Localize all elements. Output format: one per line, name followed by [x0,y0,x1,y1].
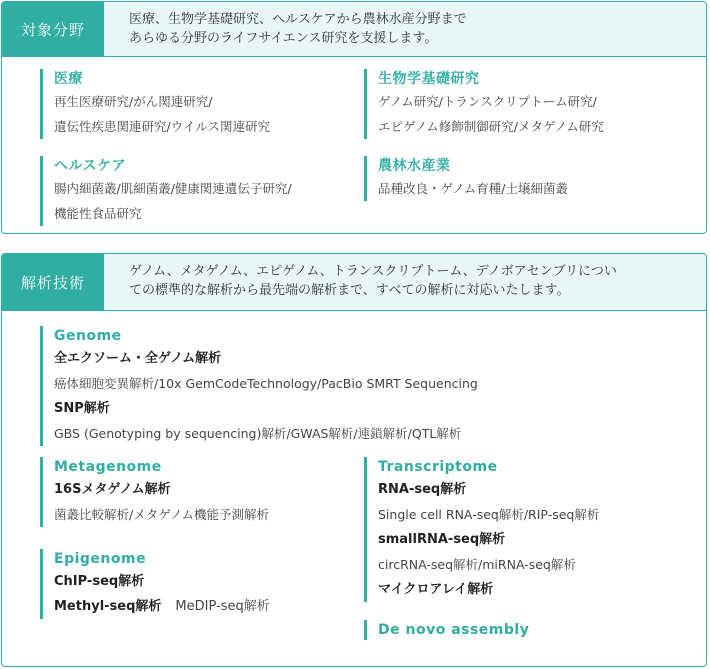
category-healthcare [40,156,292,226]
analysis-heading: RNA-seq解析 [378,482,467,497]
analysis-header [2,254,706,311]
section-metagenome [40,457,269,527]
category-medical [40,69,270,139]
analysis-description: ゲノム、メタゲノム、エピゲノム、トランスクリプトーム、デノボアセンブリについ ての標準的な解析から最先端の解析まで、すべての解析に対応いたします。 [129,264,617,298]
analysis-heading: smallRNA-seq解析 [378,532,506,547]
analysis-inline-item: MeDIP-seq解析 [175,599,270,614]
target-fields-header [2,2,706,57]
section-epigenome [40,549,270,619]
analysis-line: circRNA-seq解析/miRNA-seq解析 [378,557,576,572]
category-line: 再生医療研究/がん関連研究/ [54,94,213,109]
analysis-panel [1,253,707,667]
analysis-heading: SNP解析 [54,401,110,416]
analysis-heading: Methyl-seq解析 MeDIP-seq解析 [54,599,270,614]
category-line: 機能性食品研究 [54,206,142,221]
analysis-heading: 16Sメタゲノム解析 [54,482,171,497]
category-line: ゲノム研究/トランスクリプトーム研究/ [378,94,597,109]
section-genome [40,326,478,446]
category-title: 医療 [54,71,83,87]
analysis-line: Single cell RNA-seq解析/RIP-seq解析 [378,507,600,522]
section-title: De novo assembly [378,622,530,638]
section-title: Metagenome [54,459,162,475]
analysis-line: GBS (Genotyping by sequencing)解析/GWAS解析/連鎖解析/QTL解析 [54,426,462,441]
category-title: ヘルスケア [54,158,127,174]
target-fields-label: 対象分野 [2,2,104,56]
analysis-heading: 全エクソーム・全ゲノム解析 [54,351,222,366]
category-agriculture [364,156,568,201]
target-fields-panel [1,1,707,234]
analysis-line: 菌叢比較解析/メタゲノム機能予測解析 [54,507,269,522]
category-line: 遺伝性疾患関連研究/ウイルス関連研究 [54,119,270,134]
analysis-heading: ChIP-seq解析 [54,574,145,589]
category-line: 品種改良・ゲノム育種/土壌細菌叢 [378,181,568,196]
category-basic-biology [364,69,604,139]
analysis-label: 解析技術 [2,254,104,310]
target-fields-description: 医療、生物学基礎研究、ヘルスケアから農林水産分野まで あらゆる分野のライフサイエンス研究を支援します。 [129,12,467,46]
section-title: Transcriptome [378,459,498,475]
category-line: エピゲノム修飾制御研究/メタゲノム研究 [378,119,604,134]
category-title: 農林水産業 [378,158,451,174]
section-denovo [364,620,529,640]
analysis-line: 癌体細胞変異解析/10x GemCodeTechnology/PacBio SMRT Sequencing [54,376,478,391]
category-title: 生物学基礎研究 [378,71,480,87]
category-line: 腸内細菌叢/肌細菌叢/健康関連遺伝子研究/ [54,181,292,196]
analysis-heading: マイクロアレイ解析 [378,582,494,597]
section-transcriptome [364,457,599,602]
section-title: Genome [54,328,122,344]
section-title: Epigenome [54,551,147,567]
